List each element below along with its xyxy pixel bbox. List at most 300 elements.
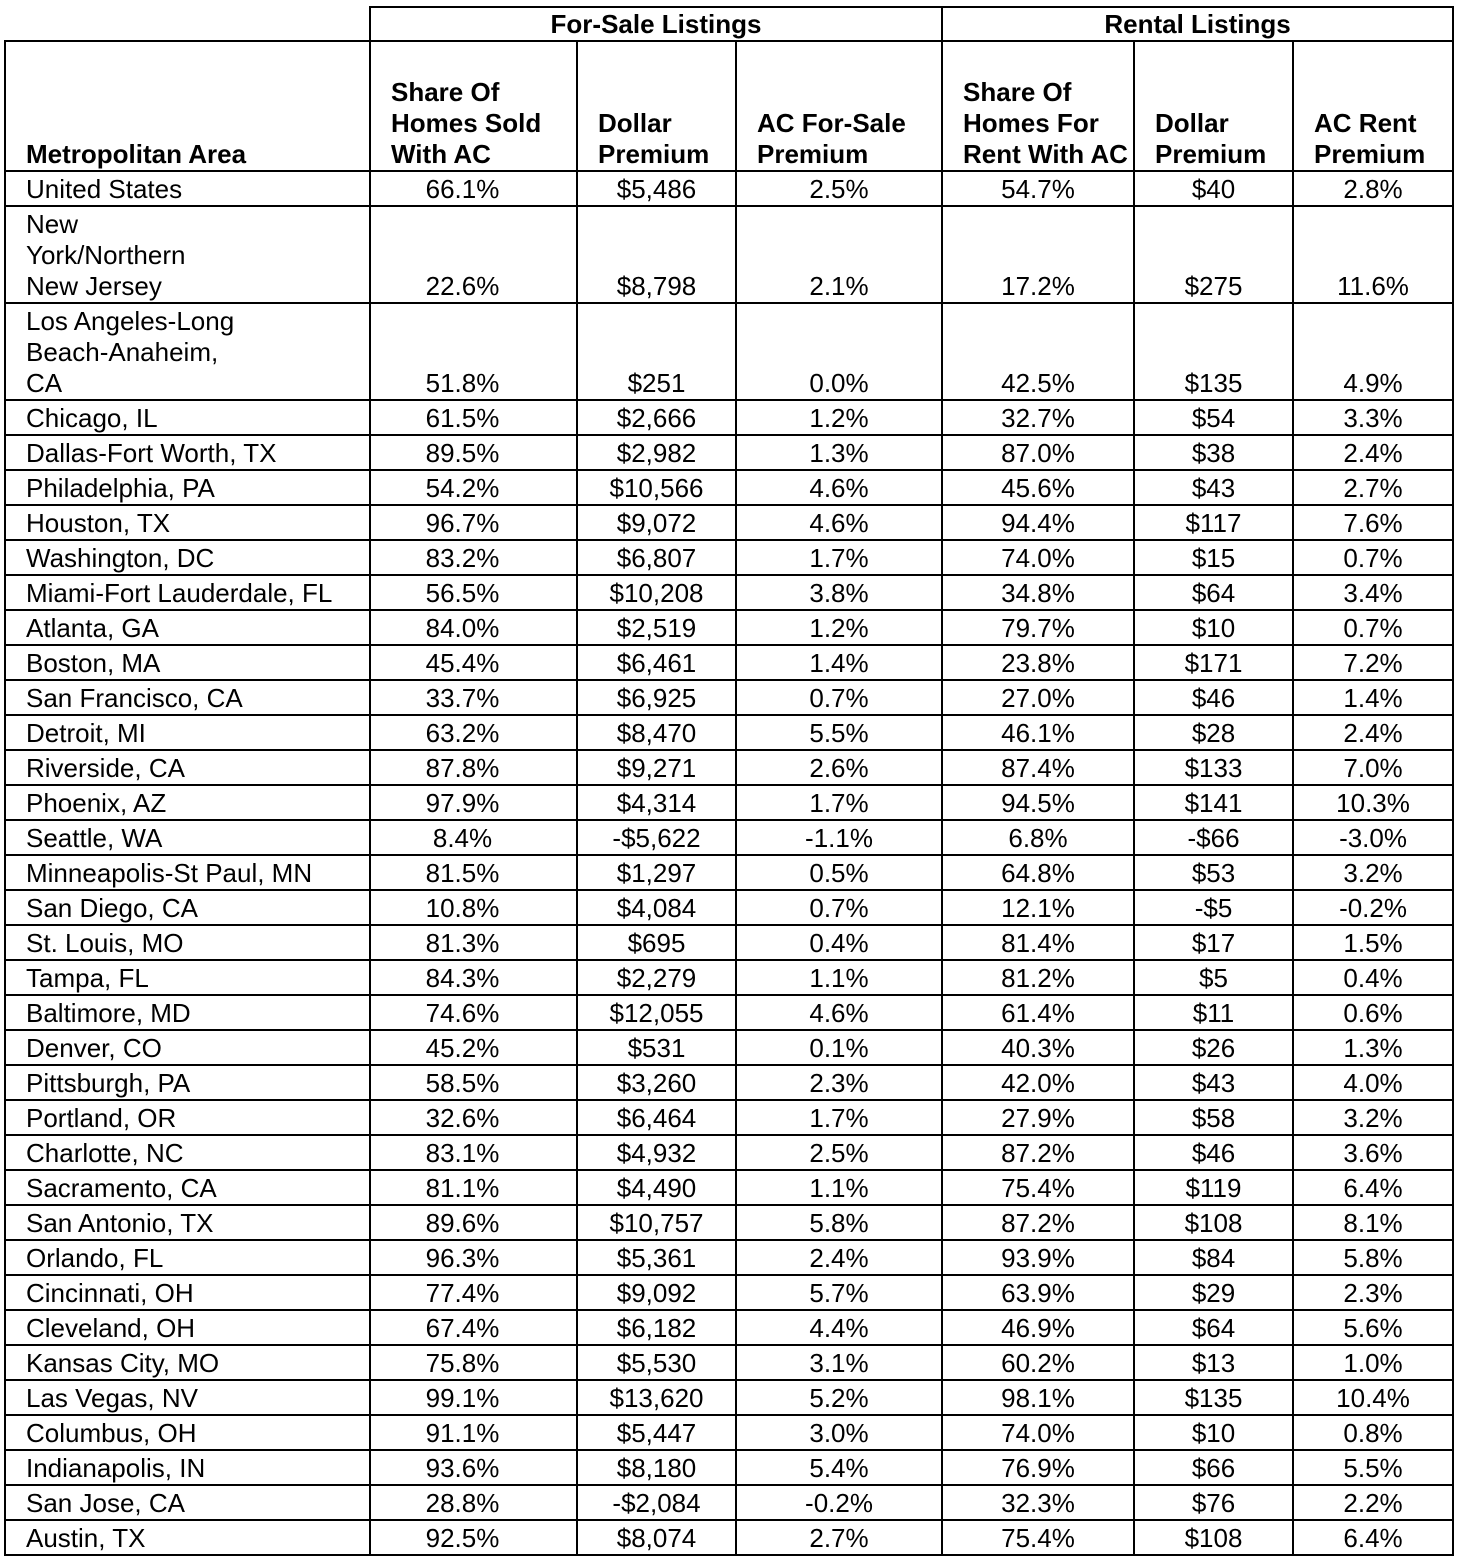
cell-share-rent: 45.6% (942, 470, 1134, 505)
table-row (5, 1275, 1453, 1310)
table-row (5, 995, 1453, 1030)
table-row (5, 1205, 1453, 1240)
cell-sale-dollar: $9,092 (577, 1275, 736, 1310)
cell-metro: Miami-Fort Lauderdale, FL (5, 575, 370, 610)
cell-rent-premium: 2.4% (1293, 715, 1453, 750)
cell-share-sold: 10.8% (370, 890, 577, 925)
cell-share-rent: 34.8% (942, 575, 1134, 610)
cell-metro: Portland, OR (5, 1100, 370, 1135)
cell-sale-dollar: $251 (577, 303, 736, 400)
col-header-rent-dollar: Dollar Premium (1134, 41, 1293, 171)
cell-share-rent: 23.8% (942, 645, 1134, 680)
cell-rent-dollar: $119 (1134, 1170, 1293, 1205)
cell-rent-dollar: $29 (1134, 1275, 1293, 1310)
cell-share-sold: 77.4% (370, 1275, 577, 1310)
cell-sale-premium: 0.1% (736, 1030, 942, 1065)
cell-sale-premium: 1.7% (736, 785, 942, 820)
cell-rent-premium: -0.2% (1293, 890, 1453, 925)
table-row (5, 1240, 1453, 1275)
table-row (5, 1065, 1453, 1100)
cell-sale-dollar: $4,314 (577, 785, 736, 820)
table-row (5, 1170, 1453, 1205)
cell-sale-premium: 1.3% (736, 435, 942, 470)
cell-rent-dollar: $46 (1134, 1135, 1293, 1170)
cell-sale-premium: 5.4% (736, 1450, 942, 1485)
cell-sale-dollar: $6,807 (577, 540, 736, 575)
cell-metro: Cincinnati, OH (5, 1275, 370, 1310)
table-row (5, 1310, 1453, 1345)
table-row (5, 855, 1453, 890)
cell-share-rent: 17.2% (942, 206, 1134, 303)
cell-sale-premium: 3.1% (736, 1345, 942, 1380)
cell-sale-dollar: $10,208 (577, 575, 736, 610)
cell-sale-premium: 3.0% (736, 1415, 942, 1450)
table-row (5, 785, 1453, 820)
cell-share-sold: 74.6% (370, 995, 577, 1030)
cell-rent-premium: 3.6% (1293, 1135, 1453, 1170)
cell-sale-premium: 5.8% (736, 1205, 942, 1240)
cell-rent-premium: 0.7% (1293, 540, 1453, 575)
cell-metro: Tampa, FL (5, 960, 370, 995)
cell-share-sold: 67.4% (370, 1310, 577, 1345)
cell-sale-premium: 1.7% (736, 1100, 942, 1135)
cell-share-sold: 81.1% (370, 1170, 577, 1205)
cell-share-sold: 61.5% (370, 400, 577, 435)
cell-rent-dollar: -$66 (1134, 820, 1293, 855)
cell-sale-dollar: $1,297 (577, 855, 736, 890)
cell-share-sold: 96.3% (370, 1240, 577, 1275)
cell-sale-dollar: $8,798 (577, 206, 736, 303)
cell-sale-dollar: $2,982 (577, 435, 736, 470)
cell-share-rent: 61.4% (942, 995, 1134, 1030)
cell-share-sold: 89.5% (370, 435, 577, 470)
cell-share-sold: 8.4% (370, 820, 577, 855)
cell-share-rent: 98.1% (942, 1380, 1134, 1415)
cell-metro: Pittsburgh, PA (5, 1065, 370, 1100)
cell-sale-premium: 0.0% (736, 303, 942, 400)
cell-sale-premium: -0.2% (736, 1485, 942, 1520)
cell-metro: San Antonio, TX (5, 1205, 370, 1240)
cell-metro: Charlotte, NC (5, 1135, 370, 1170)
cell-share-rent: 81.4% (942, 925, 1134, 960)
cell-sale-dollar: $9,072 (577, 505, 736, 540)
cell-sale-dollar: $2,279 (577, 960, 736, 995)
cell-sale-dollar: $10,566 (577, 470, 736, 505)
cell-share-sold: 56.5% (370, 575, 577, 610)
cell-share-rent: 27.0% (942, 680, 1134, 715)
cell-share-rent: 60.2% (942, 1345, 1134, 1380)
cell-share-sold: 45.2% (370, 1030, 577, 1065)
cell-share-sold: 33.7% (370, 680, 577, 715)
table-row (5, 1485, 1453, 1520)
cell-rent-dollar: $108 (1134, 1520, 1293, 1555)
cell-sale-premium: 5.7% (736, 1275, 942, 1310)
table-row (5, 575, 1453, 610)
table-row (5, 645, 1453, 680)
cell-sale-premium: 1.2% (736, 400, 942, 435)
cell-share-sold: 93.6% (370, 1450, 577, 1485)
cell-rent-dollar: $135 (1134, 1380, 1293, 1415)
cell-sale-premium: 1.2% (736, 610, 942, 645)
table-row (5, 1100, 1453, 1135)
cell-rent-premium: 7.6% (1293, 505, 1453, 540)
cell-share-rent: 93.9% (942, 1240, 1134, 1275)
cell-share-rent: 76.9% (942, 1450, 1134, 1485)
cell-metro: Detroit, MI (5, 715, 370, 750)
group-header-row (5, 7, 1453, 41)
cell-sale-dollar: $6,182 (577, 1310, 736, 1345)
cell-share-rent: 27.9% (942, 1100, 1134, 1135)
column-header-row (5, 41, 1453, 171)
cell-sale-dollar: $4,084 (577, 890, 736, 925)
cell-rent-premium: 5.8% (1293, 1240, 1453, 1275)
cell-share-rent: 12.1% (942, 890, 1134, 925)
cell-rent-dollar: $133 (1134, 750, 1293, 785)
cell-share-rent: 75.4% (942, 1170, 1134, 1205)
cell-sale-dollar: $6,925 (577, 680, 736, 715)
cell-metro: Austin, TX (5, 1520, 370, 1555)
cell-share-sold: 83.1% (370, 1135, 577, 1170)
cell-metro: Kansas City, MO (5, 1345, 370, 1380)
cell-share-rent: 94.5% (942, 785, 1134, 820)
cell-sale-dollar: $2,519 (577, 610, 736, 645)
cell-metro: United States (5, 171, 370, 206)
table-row (5, 206, 1453, 303)
cell-rent-premium: 4.0% (1293, 1065, 1453, 1100)
cell-rent-premium: 2.4% (1293, 435, 1453, 470)
cell-share-rent: 40.3% (942, 1030, 1134, 1065)
cell-sale-premium: 1.7% (736, 540, 942, 575)
cell-sale-premium: 2.7% (736, 1520, 942, 1555)
table-row (5, 1345, 1453, 1380)
cell-sale-dollar: $9,271 (577, 750, 736, 785)
cell-share-sold: 96.7% (370, 505, 577, 540)
cell-rent-dollar: $10 (1134, 1415, 1293, 1450)
cell-share-sold: 51.8% (370, 303, 577, 400)
cell-sale-premium: 5.5% (736, 715, 942, 750)
cell-rent-dollar: $76 (1134, 1485, 1293, 1520)
cell-sale-dollar: $4,932 (577, 1135, 736, 1170)
cell-sale-premium: -1.1% (736, 820, 942, 855)
table-row (5, 1135, 1453, 1170)
cell-rent-dollar: $28 (1134, 715, 1293, 750)
cell-metro: New York/Northern New Jersey (5, 206, 370, 303)
cell-sale-dollar: $5,530 (577, 1345, 736, 1380)
cell-sale-dollar: $695 (577, 925, 736, 960)
cell-metro: Sacramento, CA (5, 1170, 370, 1205)
cell-sale-premium: 2.5% (736, 171, 942, 206)
cell-share-sold: 45.4% (370, 645, 577, 680)
cell-sale-premium: 4.6% (736, 995, 942, 1030)
table-row (5, 400, 1453, 435)
cell-sale-premium: 5.2% (736, 1380, 942, 1415)
cell-sale-dollar: $8,180 (577, 1450, 736, 1485)
cell-share-rent: 46.1% (942, 715, 1134, 750)
cell-sale-dollar: -$2,084 (577, 1485, 736, 1520)
table-row (5, 435, 1453, 470)
cell-share-sold: 66.1% (370, 171, 577, 206)
cell-sale-premium: 2.6% (736, 750, 942, 785)
table-row (5, 925, 1453, 960)
cell-sale-premium: 2.5% (736, 1135, 942, 1170)
cell-metro: Phoenix, AZ (5, 785, 370, 820)
cell-sale-dollar: $6,461 (577, 645, 736, 680)
cell-sale-dollar: $4,490 (577, 1170, 736, 1205)
cell-rent-premium: 10.3% (1293, 785, 1453, 820)
table-row (5, 1520, 1453, 1555)
cell-rent-premium: 5.6% (1293, 1310, 1453, 1345)
cell-rent-premium: 3.2% (1293, 855, 1453, 890)
cell-share-sold: 81.5% (370, 855, 577, 890)
ac-premium-table (4, 6, 1454, 1556)
cell-share-rent: 6.8% (942, 820, 1134, 855)
cell-share-sold: 63.2% (370, 715, 577, 750)
cell-rent-premium: 1.5% (1293, 925, 1453, 960)
cell-rent-dollar: $66 (1134, 1450, 1293, 1485)
cell-share-sold: 75.8% (370, 1345, 577, 1380)
cell-sale-dollar: $5,486 (577, 171, 736, 206)
cell-metro: Denver, CO (5, 1030, 370, 1065)
cell-share-sold: 99.1% (370, 1380, 577, 1415)
cell-rent-dollar: $64 (1134, 1310, 1293, 1345)
cell-rent-premium: 11.6% (1293, 206, 1453, 303)
cell-rent-premium: 3.2% (1293, 1100, 1453, 1135)
cell-rent-dollar: $5 (1134, 960, 1293, 995)
cell-metro: Riverside, CA (5, 750, 370, 785)
cell-share-sold: 87.8% (370, 750, 577, 785)
cell-metro: Houston, TX (5, 505, 370, 540)
cell-share-sold: 28.8% (370, 1485, 577, 1520)
cell-share-rent: 87.0% (942, 435, 1134, 470)
cell-metro: Atlanta, GA (5, 610, 370, 645)
cell-rent-dollar: $11 (1134, 995, 1293, 1030)
cell-rent-premium: 2.8% (1293, 171, 1453, 206)
table-row (5, 540, 1453, 575)
cell-rent-premium: 0.8% (1293, 1415, 1453, 1450)
cell-metro: Minneapolis-St Paul, MN (5, 855, 370, 890)
cell-metro: Baltimore, MD (5, 995, 370, 1030)
cell-rent-dollar: $171 (1134, 645, 1293, 680)
cell-rent-dollar: $43 (1134, 1065, 1293, 1100)
cell-sale-dollar: $2,666 (577, 400, 736, 435)
cell-sale-premium: 4.6% (736, 470, 942, 505)
cell-metro: Philadelphia, PA (5, 470, 370, 505)
cell-share-sold: 22.6% (370, 206, 577, 303)
table-row (5, 820, 1453, 855)
col-header-metro: Metropolitan Area (5, 41, 370, 171)
cell-rent-premium: 4.9% (1293, 303, 1453, 400)
cell-share-rent: 46.9% (942, 1310, 1134, 1345)
cell-share-rent: 63.9% (942, 1275, 1134, 1310)
table-row (5, 715, 1453, 750)
group-header-blank (5, 7, 370, 41)
cell-share-sold: 84.0% (370, 610, 577, 645)
cell-sale-premium: 2.4% (736, 1240, 942, 1275)
table-row (5, 1030, 1453, 1065)
table-row (5, 890, 1453, 925)
cell-rent-dollar: $54 (1134, 400, 1293, 435)
cell-sale-premium: 1.1% (736, 960, 942, 995)
table-row (5, 1415, 1453, 1450)
cell-metro: Dallas-Fort Worth, TX (5, 435, 370, 470)
cell-share-sold: 58.5% (370, 1065, 577, 1100)
table-row (5, 1380, 1453, 1415)
cell-sale-premium: 0.5% (736, 855, 942, 890)
cell-share-rent: 32.7% (942, 400, 1134, 435)
table-row (5, 470, 1453, 505)
cell-rent-premium: 7.2% (1293, 645, 1453, 680)
table-row (5, 1450, 1453, 1485)
cell-rent-dollar: $38 (1134, 435, 1293, 470)
cell-rent-premium: 2.3% (1293, 1275, 1453, 1310)
cell-rent-premium: 0.7% (1293, 610, 1453, 645)
cell-share-sold: 91.1% (370, 1415, 577, 1450)
cell-share-rent: 87.2% (942, 1205, 1134, 1240)
cell-rent-dollar: $46 (1134, 680, 1293, 715)
cell-sale-premium: 1.1% (736, 1170, 942, 1205)
cell-rent-dollar: $15 (1134, 540, 1293, 575)
cell-rent-dollar: $275 (1134, 206, 1293, 303)
cell-sale-dollar: $5,447 (577, 1415, 736, 1450)
cell-rent-premium: 6.4% (1293, 1170, 1453, 1205)
table-row (5, 960, 1453, 995)
table-row (5, 505, 1453, 540)
cell-metro: Orlando, FL (5, 1240, 370, 1275)
table-row (5, 303, 1453, 400)
cell-share-rent: 81.2% (942, 960, 1134, 995)
cell-share-sold: 97.9% (370, 785, 577, 820)
table-row (5, 750, 1453, 785)
cell-sale-dollar: $5,361 (577, 1240, 736, 1275)
cell-sale-premium: 4.6% (736, 505, 942, 540)
cell-share-rent: 74.0% (942, 540, 1134, 575)
cell-share-rent: 75.4% (942, 1520, 1134, 1555)
cell-share-rent: 54.7% (942, 171, 1134, 206)
cell-metro: St. Louis, MO (5, 925, 370, 960)
cell-rent-dollar: $64 (1134, 575, 1293, 610)
cell-rent-dollar: $43 (1134, 470, 1293, 505)
cell-share-rent: 74.0% (942, 1415, 1134, 1450)
cell-rent-premium: -3.0% (1293, 820, 1453, 855)
col-header-rent-premium: AC Rent Premium (1293, 41, 1453, 171)
group-header-rental: Rental Listings (942, 7, 1453, 41)
cell-metro: Columbus, OH (5, 1415, 370, 1450)
cell-rent-premium: 0.6% (1293, 995, 1453, 1030)
cell-sale-dollar: $10,757 (577, 1205, 736, 1240)
cell-sale-premium: 0.4% (736, 925, 942, 960)
cell-metro: Las Vegas, NV (5, 1380, 370, 1415)
col-header-sale-dollar: Dollar Premium (577, 41, 736, 171)
cell-share-rent: 87.4% (942, 750, 1134, 785)
cell-share-rent: 42.5% (942, 303, 1134, 400)
cell-rent-dollar: $141 (1134, 785, 1293, 820)
cell-rent-dollar: $26 (1134, 1030, 1293, 1065)
cell-rent-premium: 7.0% (1293, 750, 1453, 785)
cell-share-rent: 87.2% (942, 1135, 1134, 1170)
cell-sale-premium: 2.1% (736, 206, 942, 303)
cell-metro: Boston, MA (5, 645, 370, 680)
cell-rent-dollar: $84 (1134, 1240, 1293, 1275)
col-header-sale-premium: AC For-Sale Premium (736, 41, 942, 171)
cell-rent-premium: 1.3% (1293, 1030, 1453, 1065)
cell-rent-dollar: $17 (1134, 925, 1293, 960)
cell-share-rent: 94.4% (942, 505, 1134, 540)
cell-sale-dollar: -$5,622 (577, 820, 736, 855)
cell-sale-dollar: $8,470 (577, 715, 736, 750)
cell-rent-premium: 10.4% (1293, 1380, 1453, 1415)
cell-rent-premium: 5.5% (1293, 1450, 1453, 1485)
cell-metro: San Francisco, CA (5, 680, 370, 715)
table-row (5, 680, 1453, 715)
cell-metro: San Jose, CA (5, 1485, 370, 1520)
cell-sale-premium: 2.3% (736, 1065, 942, 1100)
cell-sale-premium: 3.8% (736, 575, 942, 610)
cell-rent-premium: 0.4% (1293, 960, 1453, 995)
cell-sale-dollar: $12,055 (577, 995, 736, 1030)
cell-share-rent: 64.8% (942, 855, 1134, 890)
group-header-for-sale: For-Sale Listings (370, 7, 942, 41)
cell-metro: Cleveland, OH (5, 1310, 370, 1345)
cell-sale-dollar: $3,260 (577, 1065, 736, 1100)
cell-rent-premium: 3.3% (1293, 400, 1453, 435)
cell-rent-dollar: $53 (1134, 855, 1293, 890)
cell-metro: San Diego, CA (5, 890, 370, 925)
cell-share-sold: 89.6% (370, 1205, 577, 1240)
cell-sale-premium: 0.7% (736, 890, 942, 925)
col-header-share-sold: Share Of Homes Sold With AC (370, 41, 577, 171)
cell-share-rent: 42.0% (942, 1065, 1134, 1100)
cell-rent-dollar: $108 (1134, 1205, 1293, 1240)
cell-share-sold: 32.6% (370, 1100, 577, 1135)
cell-share-rent: 79.7% (942, 610, 1134, 645)
table-row (5, 610, 1453, 645)
cell-share-sold: 81.3% (370, 925, 577, 960)
cell-rent-premium: 2.2% (1293, 1485, 1453, 1520)
cell-sale-premium: 4.4% (736, 1310, 942, 1345)
cell-rent-dollar: $117 (1134, 505, 1293, 540)
cell-metro: Washington, DC (5, 540, 370, 575)
cell-rent-premium: 2.7% (1293, 470, 1453, 505)
cell-rent-premium: 1.0% (1293, 1345, 1453, 1380)
cell-sale-premium: 1.4% (736, 645, 942, 680)
cell-rent-premium: 3.4% (1293, 575, 1453, 610)
cell-rent-dollar: -$5 (1134, 890, 1293, 925)
cell-sale-dollar: $6,464 (577, 1100, 736, 1135)
cell-share-sold: 92.5% (370, 1520, 577, 1555)
cell-sale-premium: 0.7% (736, 680, 942, 715)
cell-rent-dollar: $40 (1134, 171, 1293, 206)
col-header-share-rent: Share Of Homes For Rent With AC (942, 41, 1134, 171)
cell-metro: Seattle, WA (5, 820, 370, 855)
cell-share-rent: 32.3% (942, 1485, 1134, 1520)
cell-sale-dollar: $8,074 (577, 1520, 736, 1555)
cell-rent-premium: 6.4% (1293, 1520, 1453, 1555)
cell-metro: Los Angeles-Long Beach-Anaheim, CA (5, 303, 370, 400)
cell-rent-premium: 8.1% (1293, 1205, 1453, 1240)
table-body (5, 171, 1453, 1555)
cell-metro: Chicago, IL (5, 400, 370, 435)
cell-rent-premium: 1.4% (1293, 680, 1453, 715)
cell-rent-dollar: $10 (1134, 610, 1293, 645)
cell-share-sold: 83.2% (370, 540, 577, 575)
cell-share-sold: 84.3% (370, 960, 577, 995)
cell-sale-dollar: $13,620 (577, 1380, 736, 1415)
cell-share-sold: 54.2% (370, 470, 577, 505)
cell-rent-dollar: $13 (1134, 1345, 1293, 1380)
table-row (5, 171, 1453, 206)
cell-rent-dollar: $135 (1134, 303, 1293, 400)
cell-metro: Indianapolis, IN (5, 1450, 370, 1485)
